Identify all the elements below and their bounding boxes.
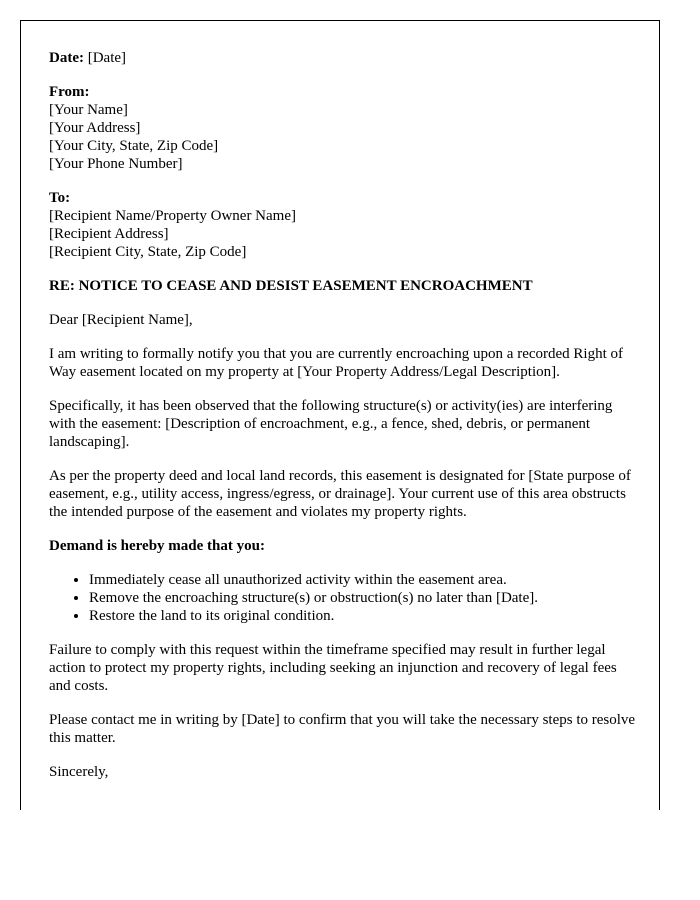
demand-item: • Immediately cease all unauthorized activity within the easement area. xyxy=(89,571,639,589)
body-paragraph: Specifically, it has been observed that the following structure(s) or activity(ies) are interfering with the easement: [Description of encroachment, e.g., a fence, shed, debris, or permanent landscaping]. xyxy=(49,398,613,450)
demand-item: • Restore the land to its original condition. xyxy=(89,607,639,625)
demand-heading: Demand is hereby made that you: xyxy=(49,538,265,554)
subject-line: RE: NOTICE TO CEASE AND DESIST EASEMENT ENCROACHMENT xyxy=(49,278,533,294)
to-line: [Recipient Name/Property Owner Name] xyxy=(49,208,296,224)
from-label: From: xyxy=(49,84,90,100)
to-line: [Recipient Address] xyxy=(49,226,169,242)
date-label: Date: xyxy=(49,50,84,66)
salutation: Dear [Recipient Name], xyxy=(49,312,193,328)
signoff: Sincerely, xyxy=(49,764,109,780)
to-label: To: xyxy=(49,190,71,206)
letter-page xyxy=(20,20,660,810)
closing-paragraph: Failure to comply with this request within the timeframe specified may result in further legal action to protect my property rights, including seeking an injunction and recovery of legal fees and costs. xyxy=(49,642,617,694)
date-block xyxy=(49,49,639,67)
body-paragraph: I am writing to formally notify you that you are currently encroaching upon a recorded Right of Way easement located on my property at [Your Property Address/Legal Description]. xyxy=(49,346,623,380)
demand-list xyxy=(49,571,639,625)
to-line: [Recipient City, State, Zip Code] xyxy=(49,244,247,260)
from-line: [Your Address] xyxy=(49,120,141,136)
from-line: [Your Name] xyxy=(49,102,128,118)
from-block xyxy=(49,83,639,173)
body-paragraph: As per the property deed and local land records, this easement is designated for [State purpose of easement, e.g., utility access, ingress/egress, or drainage]. Your current use of this area obstructs the intended purpose of the easement and violates my property rights. xyxy=(49,468,631,520)
closing-paragraph: Please contact me in writing by [Date] to confirm that you will take the necessary steps to resolve this matter. xyxy=(49,712,636,746)
to-block xyxy=(49,189,639,261)
demand-item: • Remove the encroaching structure(s) or obstruction(s) no later than [Date]. xyxy=(89,589,639,607)
date-value: [Date] xyxy=(83,50,127,66)
from-line: [Your City, State, Zip Code] xyxy=(49,138,219,154)
from-line: [Your Phone Number] xyxy=(49,156,183,172)
letter-content xyxy=(49,49,639,781)
